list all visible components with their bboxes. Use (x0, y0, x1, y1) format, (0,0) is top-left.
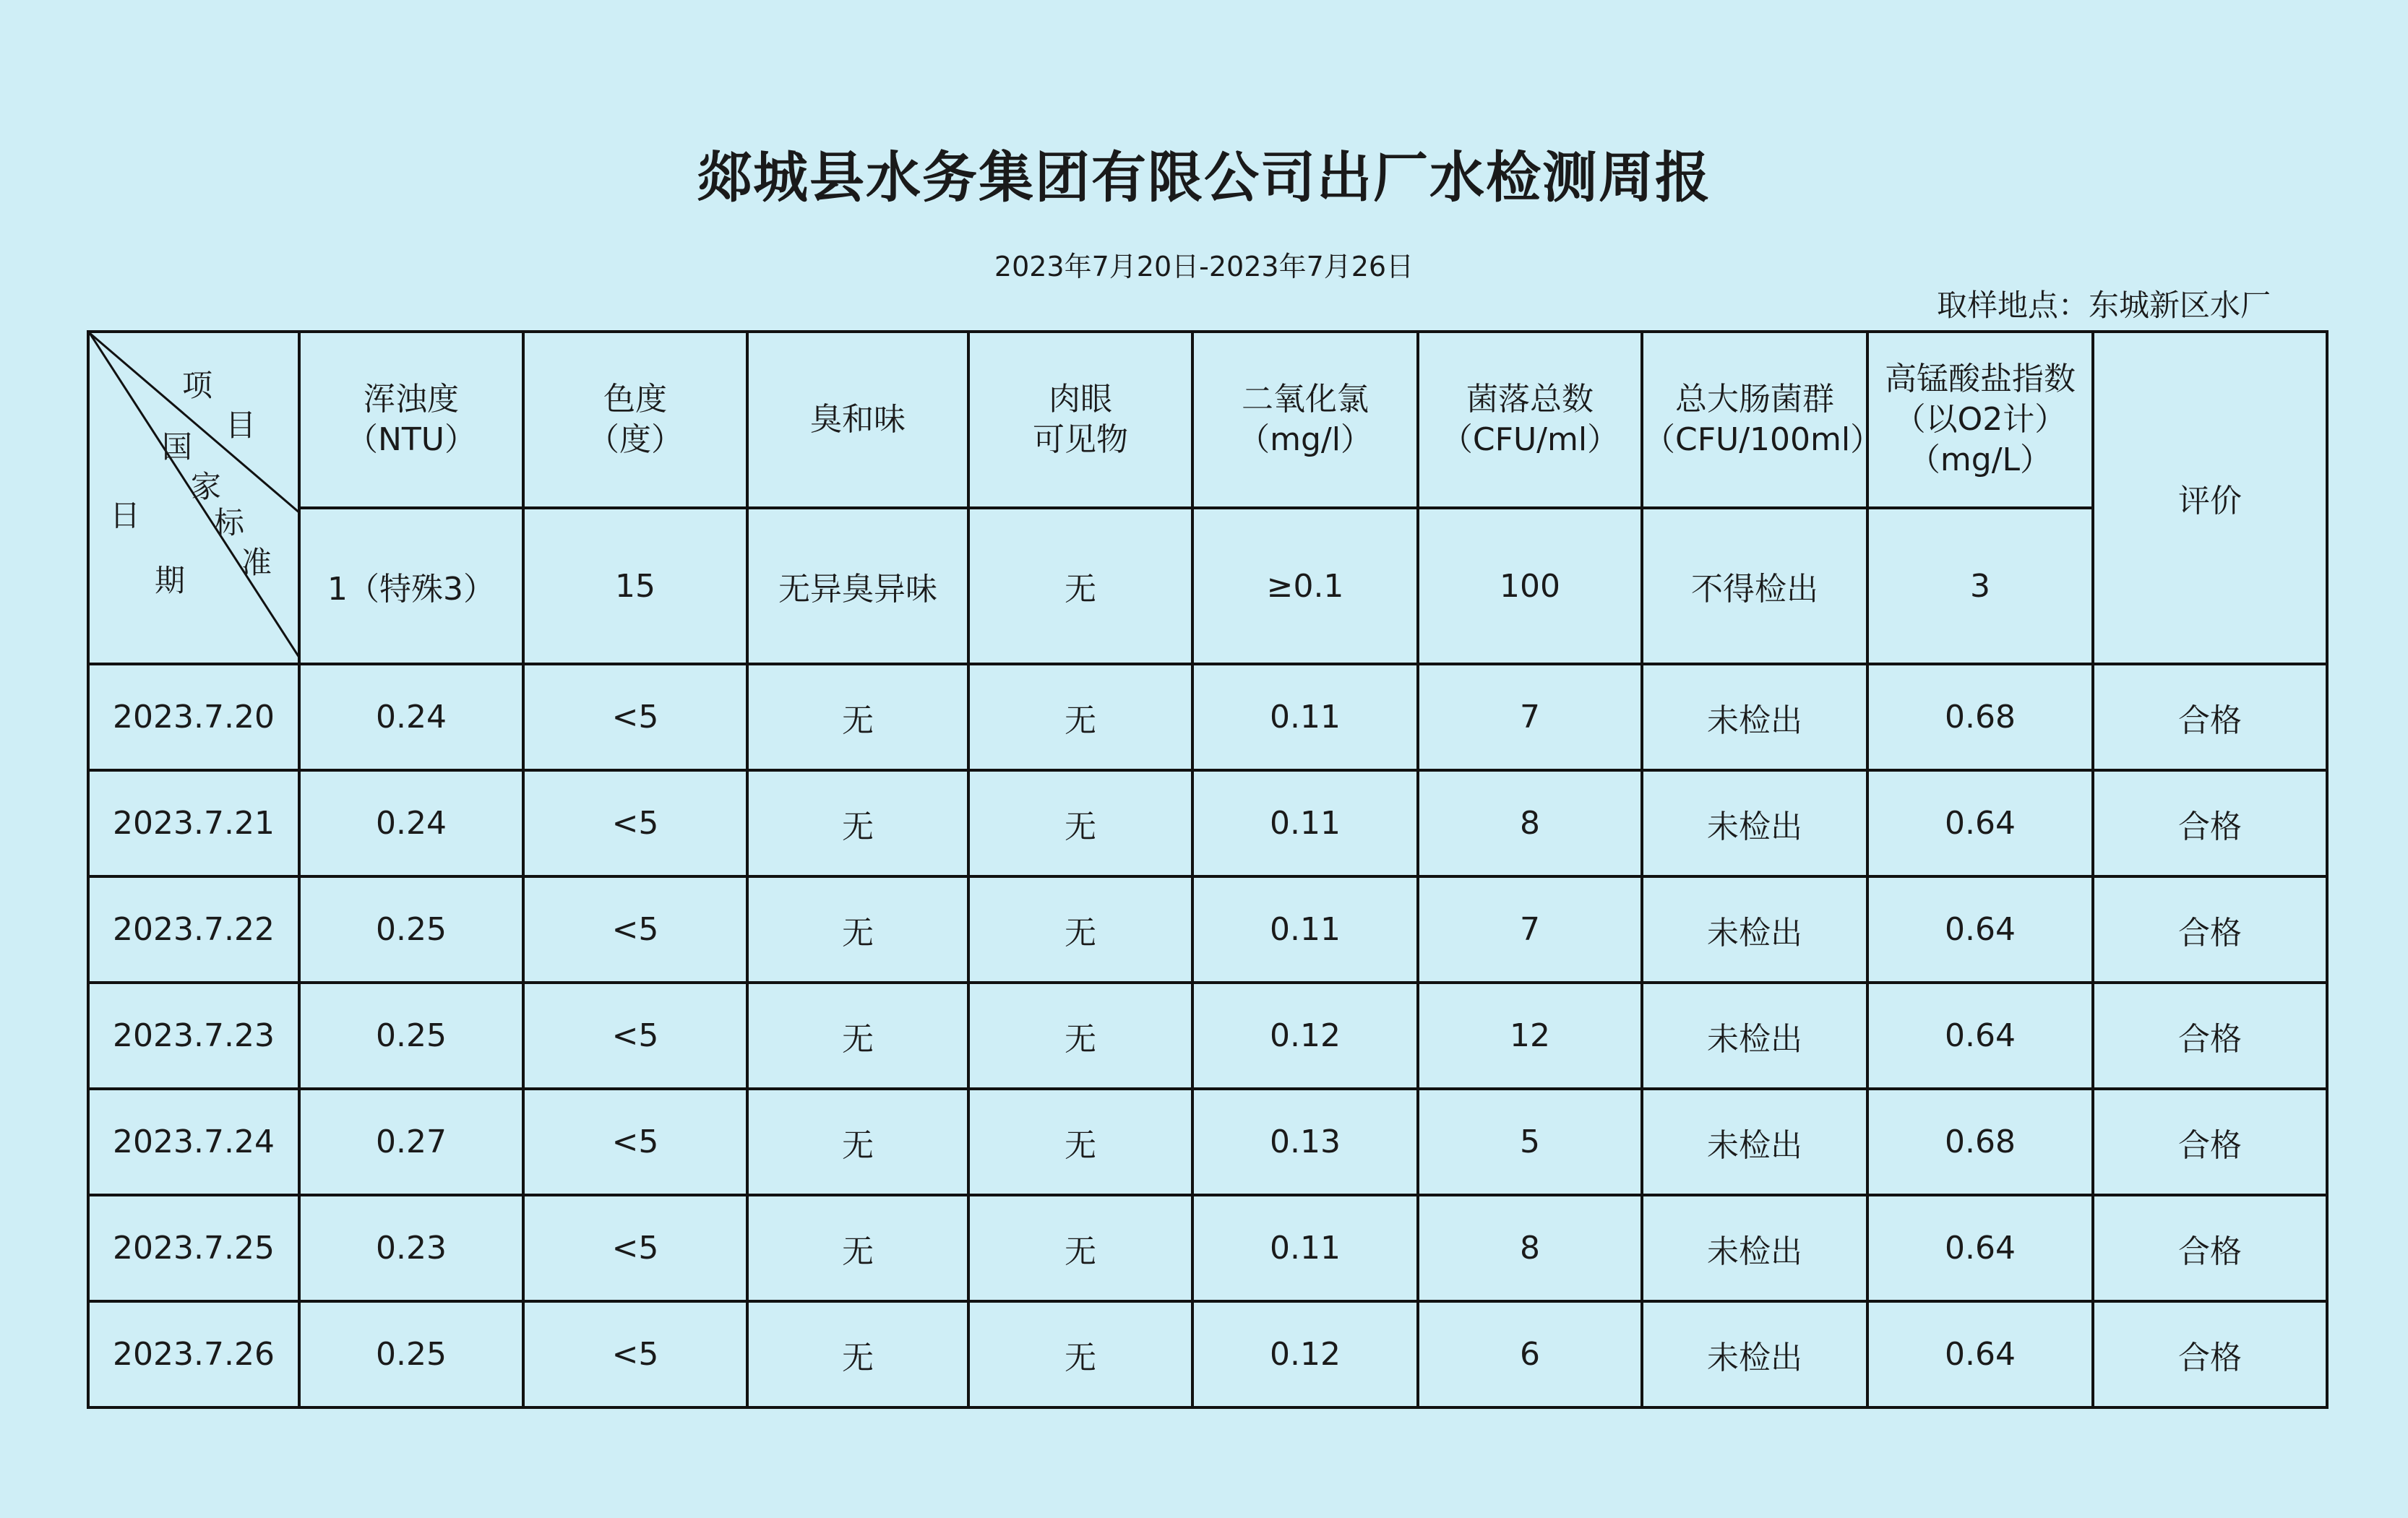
table-row (88, 1195, 2327, 1301)
cell-turbidity: 0.27 (299, 1089, 523, 1195)
table-row (88, 983, 2327, 1089)
cell-colony-count: 5 (1418, 1089, 1642, 1195)
cell-coliform: 未检出 (1642, 1089, 1867, 1195)
cell-date: 2023.7.25 (88, 1195, 299, 1301)
cell-chlorine-dioxide: 0.11 (1192, 664, 1418, 770)
cell-odor-taste: 无 (747, 1195, 968, 1301)
header-permanganate-index-unit: （mg/L） (1908, 441, 2052, 478)
standard-chlorine-dioxide: ≥0.1 (1192, 508, 1418, 664)
cell-date: 2023.7.24 (88, 1089, 299, 1195)
corner-date-char-1: 日 (110, 498, 141, 533)
cell-color: <5 (523, 1089, 747, 1195)
header-colony-count-name: 菌落总数 (1466, 381, 1594, 418)
cell-permanganate-index: 0.68 (1867, 1089, 2093, 1195)
header-permanganate-index (1867, 332, 2093, 508)
cell-chlorine-dioxide: 0.11 (1192, 876, 1418, 983)
cell-color: <5 (523, 983, 747, 1089)
cell-turbidity: 0.25 (299, 876, 523, 983)
cell-chlorine-dioxide: 0.11 (1192, 1195, 1418, 1301)
corner-item-char-1: 项 (182, 368, 213, 403)
cell-odor-taste: 无 (747, 983, 968, 1089)
cell-visible-matter: 无 (968, 1195, 1192, 1301)
cell-odor-taste: 无 (747, 1089, 968, 1195)
cell-colony-count: 7 (1418, 876, 1642, 983)
report-title: 郯城县水务集团有限公司出厂水检测周报 (697, 145, 1711, 210)
corner-standard-char-3: 标 (214, 505, 245, 540)
corner-standard-char-4: 准 (241, 545, 272, 580)
cell-odor-taste: 无 (747, 1301, 968, 1407)
cell-coliform: 未检出 (1642, 770, 1867, 876)
corner-date-char-2: 期 (155, 563, 186, 598)
standard-color: 15 (523, 508, 747, 664)
cell-turbidity: 0.25 (299, 983, 523, 1089)
cell-odor-taste: 无 (747, 876, 968, 983)
standard-permanganate-index: 3 (1867, 508, 2093, 664)
cell-date: 2023.7.22 (88, 876, 299, 983)
cell-date: 2023.7.21 (88, 770, 299, 876)
header-chlorine-dioxide (1192, 332, 1418, 508)
corner-header-cell (88, 332, 299, 664)
cell-visible-matter: 无 (968, 1301, 1192, 1407)
header-chlorine-dioxide-name: 二氧化氯 (1242, 381, 1369, 418)
cell-visible-matter: 无 (968, 770, 1192, 876)
cell-visible-matter: 无 (968, 664, 1192, 770)
cell-evaluation: 合格 (2093, 983, 2327, 1089)
cell-turbidity: 0.24 (299, 664, 523, 770)
header-visible-matter (968, 332, 1192, 508)
corner-item-char-2: 目 (225, 407, 257, 443)
standard-coliform: 不得检出 (1642, 508, 1867, 664)
header-turbidity-unit: （NTU） (346, 421, 476, 458)
header-turbidity-name: 浑浊度 (364, 381, 459, 418)
table-row (88, 1089, 2327, 1195)
cell-chlorine-dioxide: 0.12 (1192, 983, 1418, 1089)
cell-color: <5 (523, 770, 747, 876)
cell-odor-taste: 无 (747, 664, 968, 770)
cell-evaluation: 合格 (2093, 876, 2327, 983)
cell-colony-count: 12 (1418, 983, 1642, 1089)
cell-coliform: 未检出 (1642, 876, 1867, 983)
cell-color: <5 (523, 876, 747, 983)
cell-visible-matter: 无 (968, 876, 1192, 983)
corner-standard-char-2: 家 (191, 469, 222, 504)
cell-colony-count: 8 (1418, 1195, 1642, 1301)
cell-permanganate-index: 0.68 (1867, 664, 2093, 770)
cell-permanganate-index: 0.64 (1867, 1301, 2093, 1407)
cell-coliform: 未检出 (1642, 983, 1867, 1089)
header-color-unit: （度） (588, 421, 683, 458)
header-chlorine-dioxide-unit: （mg/l） (1238, 421, 1372, 458)
header-visible-matter-line2: 可见物 (1033, 421, 1128, 458)
table-row (88, 1301, 2327, 1407)
header-color (523, 332, 747, 508)
standard-visible-matter: 无 (968, 508, 1192, 664)
header-colony-count-unit: （CFU/ml） (1440, 421, 1620, 458)
cell-evaluation: 合格 (2093, 1301, 2327, 1407)
cell-chlorine-dioxide: 0.11 (1192, 770, 1418, 876)
cell-coliform: 未检出 (1642, 1195, 1867, 1301)
table-row (88, 770, 2327, 876)
cell-permanganate-index: 0.64 (1867, 983, 2093, 1089)
table-row (88, 876, 2327, 983)
cell-color: <5 (523, 664, 747, 770)
sampling-location: 取样地点：东城新区水厂 (1936, 288, 2271, 323)
cell-date: 2023.7.26 (88, 1301, 299, 1407)
cell-evaluation: 合格 (2093, 770, 2327, 876)
cell-permanganate-index: 0.64 (1867, 876, 2093, 983)
cell-chlorine-dioxide: 0.12 (1192, 1301, 1418, 1407)
date-range: 2023年7月20日-2023年7月26日 (994, 251, 1414, 283)
header-odor-taste-name: 臭和味 (810, 401, 906, 438)
cell-colony-count: 6 (1418, 1301, 1642, 1407)
cell-turbidity: 0.25 (299, 1301, 523, 1407)
header-visible-matter-line1: 肉眼 (1049, 381, 1112, 418)
cell-turbidity: 0.24 (299, 770, 523, 876)
cell-chlorine-dioxide: 0.13 (1192, 1089, 1418, 1195)
header-colony-count (1418, 332, 1642, 508)
cell-visible-matter: 无 (968, 1089, 1192, 1195)
header-coliform (1642, 332, 1883, 508)
header-turbidity (299, 332, 523, 508)
cell-odor-taste: 无 (747, 770, 968, 876)
cell-colony-count: 8 (1418, 770, 1642, 876)
cell-color: <5 (523, 1195, 747, 1301)
standard-turbidity: 1（特殊3） (299, 508, 523, 664)
cell-color: <5 (523, 1301, 747, 1407)
standard-colony-count: 100 (1418, 508, 1642, 664)
header-coliform-name: 总大肠菌群 (1675, 381, 1834, 418)
cell-evaluation: 合格 (2093, 1195, 2327, 1301)
cell-colony-count: 7 (1418, 664, 1642, 770)
header-coliform-unit: （CFU/100ml） (1643, 421, 1883, 458)
cell-permanganate-index: 0.64 (1867, 1195, 2093, 1301)
standard-odor-taste: 无异臭异味 (747, 508, 968, 664)
cell-evaluation: 合格 (2093, 1089, 2327, 1195)
table-row (88, 664, 2327, 770)
header-permanganate-index-basis: （以O2计） (1893, 401, 2067, 438)
cell-evaluation: 合格 (2093, 664, 2327, 770)
corner-standard-char-1: 国 (162, 429, 193, 465)
header-odor-taste (747, 332, 968, 508)
header-evaluation: 评价 (2093, 332, 2327, 664)
header-permanganate-index-name: 高锰酸盐指数 (1885, 361, 2076, 397)
report-table (87, 330, 2329, 1409)
cell-date: 2023.7.23 (88, 983, 299, 1089)
cell-date: 2023.7.20 (88, 664, 299, 770)
cell-visible-matter: 无 (968, 983, 1192, 1089)
cell-turbidity: 0.23 (299, 1195, 523, 1301)
cell-coliform: 未检出 (1642, 1301, 1867, 1407)
cell-coliform: 未检出 (1642, 664, 1867, 770)
header-color-name: 色度 (603, 381, 667, 418)
cell-permanganate-index: 0.64 (1867, 770, 2093, 876)
